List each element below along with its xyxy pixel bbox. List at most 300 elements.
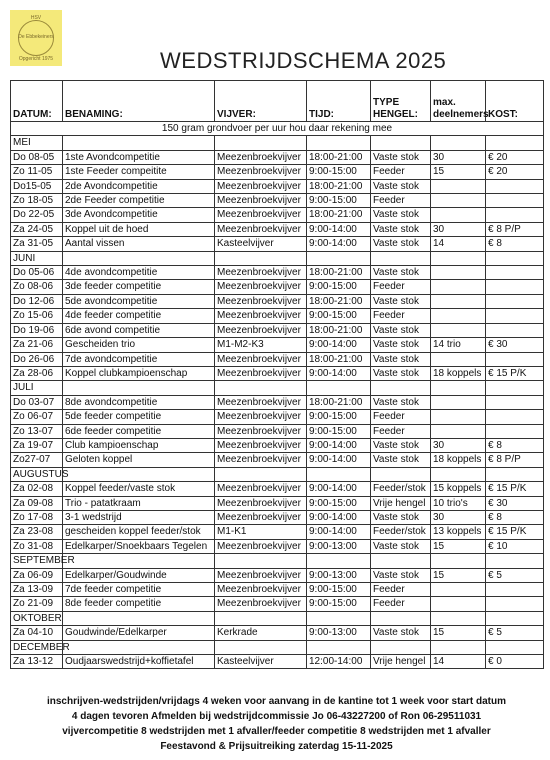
cell-kost: € 15 P/K	[486, 525, 544, 539]
header-datum: DATUM:	[11, 81, 63, 122]
table-row	[11, 453, 544, 467]
table-row	[11, 309, 544, 323]
table-row	[11, 352, 544, 366]
table-row	[11, 395, 544, 409]
cell-kost: € 30	[486, 338, 544, 352]
table-row	[11, 194, 544, 208]
empty-cell	[486, 640, 544, 654]
cell-benaming: Koppel uit de hoed	[63, 222, 215, 236]
empty-cell	[63, 554, 215, 568]
month-label: SEPTEMBER	[11, 554, 63, 568]
cell-tijd: 9:00-14:00	[307, 510, 371, 524]
empty-cell	[371, 640, 431, 654]
cell-benaming: 4de avondcompetitie	[63, 266, 215, 280]
table-row	[11, 237, 544, 251]
cell-benaming: Edelkarper/Snoekbaars Tegelen	[63, 539, 215, 553]
cell-max-deelnemers: 14 trio	[431, 338, 486, 352]
cell-datum: Za 19-07	[11, 438, 63, 452]
header-type-hengel: TYPE HENGEL:	[371, 81, 431, 122]
cell-kost: € 5	[486, 568, 544, 582]
table-row	[11, 179, 544, 193]
cell-vijver: Meezenbroekvijver	[215, 597, 307, 611]
cell-benaming: gescheiden koppel feeder/stok	[63, 525, 215, 539]
cell-benaming: 2de Feeder competitie	[63, 194, 215, 208]
cell-datum: Za 06-09	[11, 568, 63, 582]
cell-benaming: Aantal vissen	[63, 237, 215, 251]
table-row	[11, 496, 544, 510]
cell-vijver: Meezenbroekvijver	[215, 453, 307, 467]
cell-benaming: 7de feeder competitie	[63, 583, 215, 597]
cell-max-deelnemers: 30	[431, 510, 486, 524]
cell-vijver: Meezenbroekvijver	[215, 179, 307, 193]
month-label: MEI	[11, 136, 63, 150]
month-label: JUNI	[11, 251, 63, 265]
cell-tijd: 9:00-15:00	[307, 309, 371, 323]
empty-cell	[307, 640, 371, 654]
table-row	[11, 150, 544, 164]
cell-tijd: 9:00-13:00	[307, 626, 371, 640]
cell-benaming: Trio - patatkraam	[63, 496, 215, 510]
cell-datum: Za 02-08	[11, 482, 63, 496]
cell-max-deelnemers: 15	[431, 165, 486, 179]
cell-datum: Zo 21-09	[11, 597, 63, 611]
cell-max-deelnemers: 15	[431, 568, 486, 582]
header-max-deelnemers: max. deelnemers	[431, 81, 486, 122]
month-label: DECEMBER	[11, 640, 63, 654]
cell-tijd: 9:00-15:00	[307, 194, 371, 208]
table-row	[11, 165, 544, 179]
cell-tijd: 9:00-15:00	[307, 165, 371, 179]
cell-kost: € 8	[486, 438, 544, 452]
cell-type-hengel: Feeder	[371, 424, 431, 438]
cell-kost: € 15 P/K	[486, 482, 544, 496]
cell-datum: Za 09-08	[11, 496, 63, 510]
empty-cell	[307, 381, 371, 395]
empty-cell	[307, 251, 371, 265]
cell-kost	[486, 294, 544, 308]
cell-type-hengel: Vaste stok	[371, 539, 431, 553]
cell-datum: Zo 11-05	[11, 165, 63, 179]
cell-benaming: 8de feeder competitie	[63, 597, 215, 611]
cell-max-deelnemers: 10 trio's	[431, 496, 486, 510]
logo-middle-text: De Ebbekeiners	[18, 34, 54, 40]
table-row	[11, 482, 544, 496]
table-row	[11, 438, 544, 452]
cell-max-deelnemers	[431, 597, 486, 611]
cell-kost: € 20	[486, 150, 544, 164]
cell-datum: Do 19-06	[11, 323, 63, 337]
cell-vijver: Meezenbroekvijver	[215, 568, 307, 582]
cell-type-hengel: Feeder/stok	[371, 482, 431, 496]
cell-benaming: 5de avondcompetitie	[63, 294, 215, 308]
cell-datum: Do 26-06	[11, 352, 63, 366]
footer-notes	[10, 694, 543, 754]
empty-cell	[371, 467, 431, 481]
cell-datum: Do 12-06	[11, 294, 63, 308]
cell-max-deelnemers: 14	[431, 655, 486, 669]
cell-type-hengel: Feeder	[371, 309, 431, 323]
cell-benaming: 5de feeder competitie	[63, 410, 215, 424]
page-title: WEDSTRIJDSCHEMA 2025	[160, 48, 447, 73]
cell-max-deelnemers: 18 koppels	[431, 366, 486, 380]
cell-datum: Zo 31-08	[11, 539, 63, 553]
cell-vijver: Meezenbroekvijver	[215, 266, 307, 280]
empty-cell	[215, 640, 307, 654]
cell-max-deelnemers	[431, 208, 486, 222]
cell-max-deelnemers	[431, 424, 486, 438]
cell-tijd: 9:00-15:00	[307, 410, 371, 424]
cell-tijd: 18:00-21:00	[307, 294, 371, 308]
cell-vijver: Meezenbroekvijver	[215, 410, 307, 424]
cell-vijver: Meezenbroekvijver	[215, 352, 307, 366]
cell-benaming: Geloten koppel	[63, 453, 215, 467]
month-row	[11, 640, 544, 654]
cell-tijd: 18:00-21:00	[307, 179, 371, 193]
empty-cell	[371, 251, 431, 265]
cell-kost	[486, 194, 544, 208]
cell-kost	[486, 424, 544, 438]
table-row	[11, 626, 544, 640]
cell-kost	[486, 395, 544, 409]
month-row	[11, 381, 544, 395]
cell-type-hengel: Vaste stok	[371, 453, 431, 467]
cell-kost: € 10	[486, 539, 544, 553]
empty-cell	[215, 467, 307, 481]
empty-cell	[63, 251, 215, 265]
table-row	[11, 539, 544, 553]
cell-kost: € 8	[486, 510, 544, 524]
cell-type-hengel: Vaste stok	[371, 438, 431, 452]
empty-cell	[486, 554, 544, 568]
cell-tijd: 9:00-14:00	[307, 438, 371, 452]
cell-max-deelnemers	[431, 395, 486, 409]
empty-cell	[431, 381, 486, 395]
empty-cell	[371, 381, 431, 395]
cell-datum: Za 28-06	[11, 366, 63, 380]
cell-datum: Zo 18-05	[11, 194, 63, 208]
cell-benaming: Gescheiden trio	[63, 338, 215, 352]
month-row	[11, 251, 544, 265]
empty-cell	[307, 467, 371, 481]
cell-kost	[486, 410, 544, 424]
empty-cell	[63, 381, 215, 395]
empty-cell	[431, 136, 486, 150]
empty-cell	[486, 467, 544, 481]
month-label: AUGUSTUS	[11, 467, 63, 481]
cell-tijd: 9:00-15:00	[307, 280, 371, 294]
cell-type-hengel: Vaste stok	[371, 352, 431, 366]
cell-datum: Zo27-07	[11, 453, 63, 467]
cell-vijver: Meezenbroekvijver	[215, 323, 307, 337]
cell-max-deelnemers	[431, 194, 486, 208]
table-row	[11, 338, 544, 352]
cell-datum: Za 24-05	[11, 222, 63, 236]
cell-benaming: 1ste Avondcompetitie	[63, 150, 215, 164]
cell-vijver: Meezenbroekvijver	[215, 510, 307, 524]
cell-datum: Do15-05	[11, 179, 63, 193]
cell-kost	[486, 352, 544, 366]
cell-kost: € 8 P/P	[486, 453, 544, 467]
cell-benaming: 1ste Feeder compeitite	[63, 165, 215, 179]
empty-cell	[63, 136, 215, 150]
cell-type-hengel: Vaste stok	[371, 626, 431, 640]
cell-max-deelnemers: 18 koppels	[431, 453, 486, 467]
cell-type-hengel: Vrije hengel	[371, 655, 431, 669]
cell-datum: Za 13-09	[11, 583, 63, 597]
cell-type-hengel: Vrije hengel	[371, 496, 431, 510]
cell-tijd: 18:00-21:00	[307, 150, 371, 164]
cell-max-deelnemers: 30	[431, 438, 486, 452]
cell-kost	[486, 280, 544, 294]
empty-cell	[431, 554, 486, 568]
table-row	[11, 410, 544, 424]
cell-tijd: 9:00-14:00	[307, 482, 371, 496]
header-vijver: VIJVER:	[215, 81, 307, 122]
cell-tijd: 18:00-21:00	[307, 352, 371, 366]
cell-type-hengel: Vaste stok	[371, 395, 431, 409]
empty-cell	[371, 611, 431, 625]
table-row	[11, 323, 544, 337]
cell-type-hengel: Vaste stok	[371, 510, 431, 524]
cell-type-hengel: Vaste stok	[371, 366, 431, 380]
empty-cell	[215, 381, 307, 395]
table-row	[11, 525, 544, 539]
cell-vijver: Kasteelvijver	[215, 655, 307, 669]
cell-type-hengel: Vaste stok	[371, 568, 431, 582]
cell-tijd: 9:00-15:00	[307, 583, 371, 597]
cell-kost: € 30	[486, 496, 544, 510]
schedule-table	[10, 80, 544, 669]
cell-type-hengel: Feeder	[371, 583, 431, 597]
cell-datum: Zo 17-08	[11, 510, 63, 524]
cell-type-hengel: Feeder	[371, 165, 431, 179]
empty-cell	[63, 611, 215, 625]
cell-tijd: 9:00-14:00	[307, 525, 371, 539]
cell-type-hengel: Vaste stok	[371, 208, 431, 222]
cell-vijver: Meezenbroekvijver	[215, 150, 307, 164]
empty-cell	[371, 136, 431, 150]
empty-cell	[63, 640, 215, 654]
cell-type-hengel: Feeder	[371, 597, 431, 611]
cell-tijd: 9:00-14:00	[307, 453, 371, 467]
cell-benaming: 3de feeder competitie	[63, 280, 215, 294]
month-label: OKTOBER	[11, 611, 63, 625]
cell-vijver: Meezenbroekvijver	[215, 309, 307, 323]
cell-tijd: 18:00-21:00	[307, 395, 371, 409]
table-row	[11, 655, 544, 669]
cell-datum: Zo 08-06	[11, 280, 63, 294]
cell-vijver: Meezenbroekvijver	[215, 539, 307, 553]
table-row	[11, 294, 544, 308]
cell-max-deelnemers	[431, 294, 486, 308]
cell-benaming: 8de avondcompetitie	[63, 395, 215, 409]
cell-vijver: Meezenbroekvijver	[215, 194, 307, 208]
footer-line: inschrijven-wedstrijden/vrijdags 4 weken voor aanvang in de kantine tot 1 week voor start datum	[46, 696, 507, 707]
cell-tijd: 9:00-15:00	[307, 424, 371, 438]
month-label: JULI	[11, 381, 63, 395]
cell-datum: Do 08-05	[11, 150, 63, 164]
cell-kost	[486, 266, 544, 280]
cell-benaming: 3-1 wedstrijd	[63, 510, 215, 524]
cell-benaming: 2de Avondcompetitie	[63, 179, 215, 193]
empty-cell	[63, 467, 215, 481]
table-row	[11, 597, 544, 611]
cell-kost: € 5	[486, 626, 544, 640]
table-row	[11, 208, 544, 222]
cell-type-hengel: Vaste stok	[371, 179, 431, 193]
cell-max-deelnemers	[431, 179, 486, 193]
footer-line: Feestavond & Prijsuitreiking zaterdag 15-11-2025	[160, 741, 393, 752]
empty-cell	[486, 381, 544, 395]
empty-cell	[431, 467, 486, 481]
month-row	[11, 611, 544, 625]
cell-kost: € 8 P/P	[486, 222, 544, 236]
header-row	[11, 81, 544, 122]
groundbait-note: 150 gram grondvoer per uur hou daar rekening mee	[11, 122, 544, 136]
logo-top-text: HSV	[30, 15, 42, 21]
cell-vijver: M1-K1	[215, 525, 307, 539]
table-row	[11, 366, 544, 380]
empty-cell	[307, 611, 371, 625]
cell-vijver: Meezenbroekvijver	[215, 482, 307, 496]
empty-cell	[307, 554, 371, 568]
cell-vijver: Meezenbroekvijver	[215, 165, 307, 179]
cell-vijver: Meezenbroekvijver	[215, 208, 307, 222]
club-logo	[10, 10, 62, 66]
cell-type-hengel: Vaste stok	[371, 323, 431, 337]
cell-benaming: 6de avond competitie	[63, 323, 215, 337]
cell-max-deelnemers	[431, 309, 486, 323]
empty-cell	[486, 611, 544, 625]
cell-vijver: Kasteelvijver	[215, 237, 307, 251]
cell-tijd: 9:00-15:00	[307, 496, 371, 510]
cell-tijd: 9:00-13:00	[307, 568, 371, 582]
cell-benaming: Goudwinde/Edelkarper	[63, 626, 215, 640]
header-tijd: TIJD:	[307, 81, 371, 122]
cell-type-hengel: Feeder	[371, 280, 431, 294]
empty-cell	[307, 136, 371, 150]
footer-line: 4 dagen tevoren Afmelden bij wedstrijdcommissie Jo 06-43227200 of Ron 06-29511031	[71, 711, 482, 722]
cell-tijd: 12:00-14:00	[307, 655, 371, 669]
cell-tijd: 9:00-14:00	[307, 366, 371, 380]
cell-max-deelnemers	[431, 583, 486, 597]
logo-bottom-text: Opgericht 1975	[18, 56, 54, 62]
cell-vijver: Meezenbroekvijver	[215, 222, 307, 236]
cell-datum: Do 05-06	[11, 266, 63, 280]
footer-line: vijvercompetitie 8 wedstrijden met 1 afvaller/feeder competitie 8 wedstrijden met 1 afvaller	[62, 726, 491, 737]
cell-datum: Za 04-10	[11, 626, 63, 640]
cell-benaming: 6de feeder competitie	[63, 424, 215, 438]
cell-benaming: Oudjaarswedstrijd+koffietafel	[63, 655, 215, 669]
cell-benaming: 3de Avondcompetitie	[63, 208, 215, 222]
cell-kost: € 20	[486, 165, 544, 179]
cell-max-deelnemers: 15 koppels	[431, 482, 486, 496]
cell-type-hengel: Feeder/stok	[371, 525, 431, 539]
empty-cell	[431, 611, 486, 625]
cell-tijd: 9:00-13:00	[307, 539, 371, 553]
cell-datum: Do 03-07	[11, 395, 63, 409]
cell-tijd: 18:00-21:00	[307, 266, 371, 280]
cell-vijver: Meezenbroekvijver	[215, 496, 307, 510]
cell-kost: € 8	[486, 237, 544, 251]
cell-benaming: Club kampioenschap	[63, 438, 215, 452]
note-row	[11, 122, 544, 136]
cell-datum: Zo 06-07	[11, 410, 63, 424]
cell-kost	[486, 597, 544, 611]
cell-datum: Zo 13-07	[11, 424, 63, 438]
cell-type-hengel: Feeder	[371, 410, 431, 424]
cell-type-hengel: Vaste stok	[371, 237, 431, 251]
cell-datum: Za 31-05	[11, 237, 63, 251]
cell-vijver: Meezenbroekvijver	[215, 438, 307, 452]
cell-max-deelnemers: 15	[431, 626, 486, 640]
cell-type-hengel: Vaste stok	[371, 150, 431, 164]
table-row	[11, 424, 544, 438]
cell-vijver: Meezenbroekvijver	[215, 294, 307, 308]
cell-vijver: Meezenbroekvijver	[215, 280, 307, 294]
cell-type-hengel: Feeder	[371, 194, 431, 208]
empty-cell	[431, 640, 486, 654]
month-row	[11, 554, 544, 568]
cell-tijd: 18:00-21:00	[307, 208, 371, 222]
empty-cell	[215, 136, 307, 150]
empty-cell	[371, 554, 431, 568]
empty-cell	[431, 251, 486, 265]
cell-type-hengel: Vaste stok	[371, 266, 431, 280]
cell-benaming: 4de feeder competitie	[63, 309, 215, 323]
cell-max-deelnemers	[431, 410, 486, 424]
cell-max-deelnemers	[431, 266, 486, 280]
cell-max-deelnemers	[431, 323, 486, 337]
cell-benaming: 7de avondcompetitie	[63, 352, 215, 366]
cell-tijd: 18:00-21:00	[307, 323, 371, 337]
cell-kost	[486, 323, 544, 337]
cell-max-deelnemers: 13 koppels	[431, 525, 486, 539]
cell-max-deelnemers	[431, 280, 486, 294]
empty-cell	[215, 611, 307, 625]
cell-tijd: 9:00-15:00	[307, 597, 371, 611]
cell-type-hengel: Vaste stok	[371, 222, 431, 236]
month-row	[11, 136, 544, 150]
cell-max-deelnemers: 15	[431, 539, 486, 553]
cell-kost	[486, 208, 544, 222]
month-row	[11, 467, 544, 481]
cell-datum: Za 21-06	[11, 338, 63, 352]
cell-tijd: 9:00-14:00	[307, 237, 371, 251]
empty-cell	[486, 136, 544, 150]
cell-max-deelnemers	[431, 352, 486, 366]
table-row	[11, 568, 544, 582]
cell-vijver: Meezenbroekvijver	[215, 395, 307, 409]
cell-benaming: Koppel clubkampioenschap	[63, 366, 215, 380]
table-row	[11, 510, 544, 524]
empty-cell	[486, 251, 544, 265]
cell-vijver: Meezenbroekvijver	[215, 424, 307, 438]
table-row	[11, 583, 544, 597]
cell-datum: Do 22-05	[11, 208, 63, 222]
cell-vijver: Kerkrade	[215, 626, 307, 640]
cell-kost: € 0	[486, 655, 544, 669]
cell-kost: € 15 P/K	[486, 366, 544, 380]
cell-benaming: Koppel feeder/vaste stok	[63, 482, 215, 496]
cell-max-deelnemers: 30	[431, 222, 486, 236]
cell-datum: Za 13-12	[11, 655, 63, 669]
cell-max-deelnemers: 14	[431, 237, 486, 251]
cell-vijver: Meezenbroekvijver	[215, 366, 307, 380]
table-row	[11, 280, 544, 294]
header-kost: KOST:	[486, 81, 544, 122]
cell-kost	[486, 179, 544, 193]
